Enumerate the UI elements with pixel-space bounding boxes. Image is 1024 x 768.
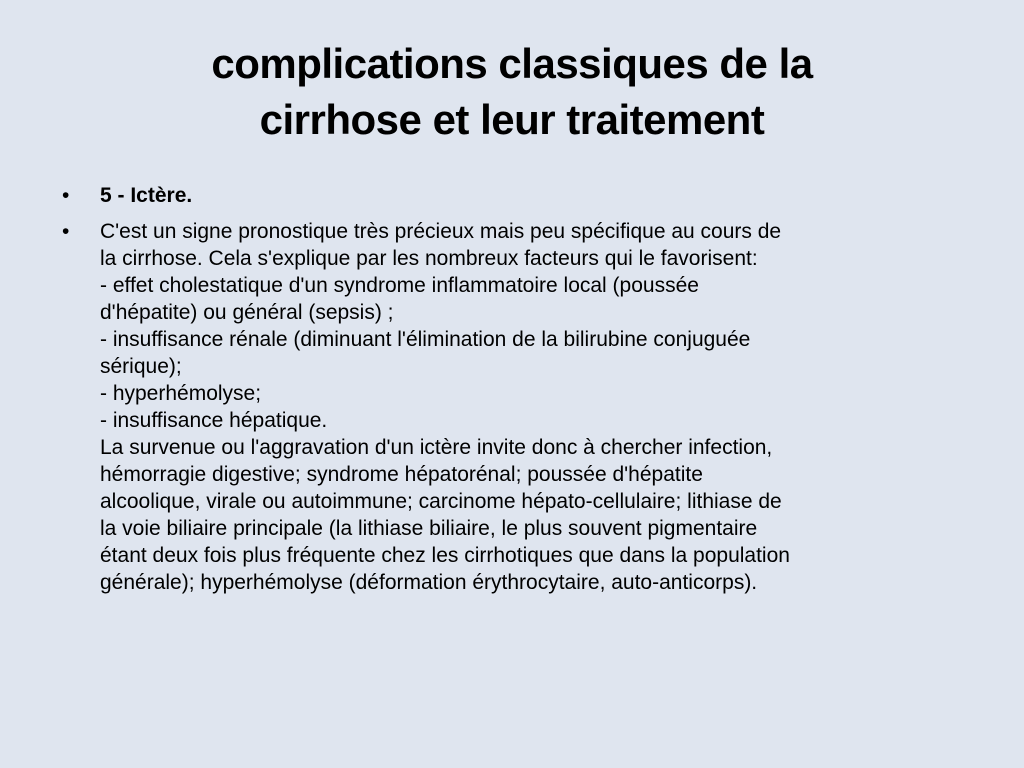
- body-line: La survenue ou l'aggravation d'un ictère invite donc à chercher infection,: [100, 436, 773, 459]
- body-line: la cirrhose. Cela s'explique par les nombreux facteurs qui le favorisent:: [100, 247, 758, 270]
- slide-title-line-2: cirrhose et leur traitement: [259, 96, 765, 143]
- section-heading: 5 - Ictère.: [100, 184, 193, 207]
- body-line: sérique);: [100, 355, 182, 378]
- body-line: générale); hyperhémolyse (déformation érythrocytaire, auto-anticorps).: [100, 571, 758, 594]
- slide-title-line-1: complications classiques de la: [211, 40, 813, 87]
- bullet-icon: •: [62, 220, 70, 243]
- body-line: - hyperhémolyse;: [100, 382, 262, 405]
- body-line: la voie biliaire principale (la lithiase biliaire, le plus souvent pigmentaire: [100, 517, 758, 540]
- bullet-icon: •: [62, 184, 70, 207]
- bullet-item-body: [60, 218, 965, 596]
- bullet-item-heading: [60, 182, 965, 209]
- body-line: alcoolique, virale ou autoimmune; carcinome hépato-cellulaire; lithiase de: [100, 490, 782, 513]
- body-line: - insuffisance hépatique.: [100, 409, 328, 432]
- body-line: C'est un signe pronostique très précieux mais peu spécifique au cours de: [100, 220, 782, 243]
- body-line: - effet cholestatique d'un syndrome inflammatoire local (poussée: [100, 274, 699, 297]
- slide-title: [80, 36, 944, 148]
- body-line: - insuffisance rénale (diminuant l'élimination de la bilirubine conjuguée: [100, 328, 751, 351]
- body-line: étant deux fois plus fréquente chez les cirrhotiques que dans la population: [100, 544, 790, 567]
- bullet-list: [60, 182, 965, 605]
- body-line: hémorragie digestive; syndrome hépatorénal; poussée d'hépatite: [100, 463, 703, 486]
- body-line: d'hépatite) ou général (sepsis) ;: [100, 301, 394, 324]
